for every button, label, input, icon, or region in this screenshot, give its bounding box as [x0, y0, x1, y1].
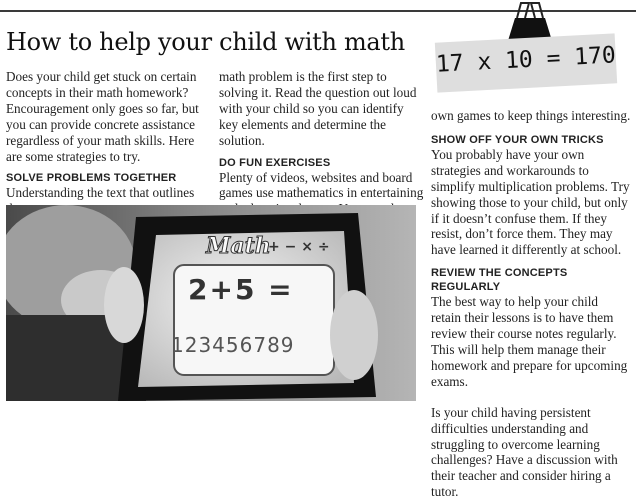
section-body-solve-start: Understanding the text that outlines	[6, 185, 195, 201]
app-symbols: + − × ÷	[268, 239, 330, 255]
screen-equation: 2+5 =	[188, 273, 294, 306]
section-heading-fun: DO FUN EXERCISES	[219, 156, 331, 169]
section-body-review: The best way to help your child retain their lessons is to have them review their course notes regularly. This will help them manage their homework and prepare for upcoming exams.	[431, 294, 628, 389]
section-heading-tricks: SHOW OFF YOUR OWN TRICKS	[431, 133, 604, 146]
column-1	[6, 69, 211, 217]
section-heading-solve: SOLVE PROBLEMS TOGETHER	[6, 172, 177, 185]
article-headline: How to help your child with math	[6, 28, 405, 56]
sticky-note	[435, 33, 617, 92]
app-title: Math	[206, 233, 271, 259]
section-body-fun-start: Plenty of videos, websites and board games use mathematics in entertaining	[219, 169, 424, 201]
section-body-tricks: You probably have your own strategies and workarounds to simplify multiplication problems. Try showing those to your child, but only if it doesn’t confuse them. If they resist, don’t force them. They may have learned it differently at school.	[431, 146, 630, 258]
section-body-fun-cont: own games to keep things interesting.	[431, 108, 631, 123]
section-body-solve-cont: math problem is the first step to solving it. Read the question out loud with your child so you can identify key elements and determine the solution.	[219, 69, 417, 148]
column-3	[431, 108, 631, 500]
tablet-photo	[6, 205, 416, 401]
section-heading-review: REVIEW THE CONCEPTS REGULARLY	[431, 267, 568, 294]
note-equation: 17 x 10 = 170	[435, 42, 617, 78]
intro-paragraph: Does your child get stuck on certain concepts in their math homework? Encouragement only goes so far, but you can provide concrete assistance regardless of your math skills. Here are some strategies to try.	[6, 69, 199, 164]
screen-digits: 123456789	[171, 333, 295, 357]
closing-paragraph: Is your child having persistent difficulties understanding and struggling to overcome learning challenges? Have a discussion with their teacher and consider hiring a tutor.	[431, 404, 618, 500]
